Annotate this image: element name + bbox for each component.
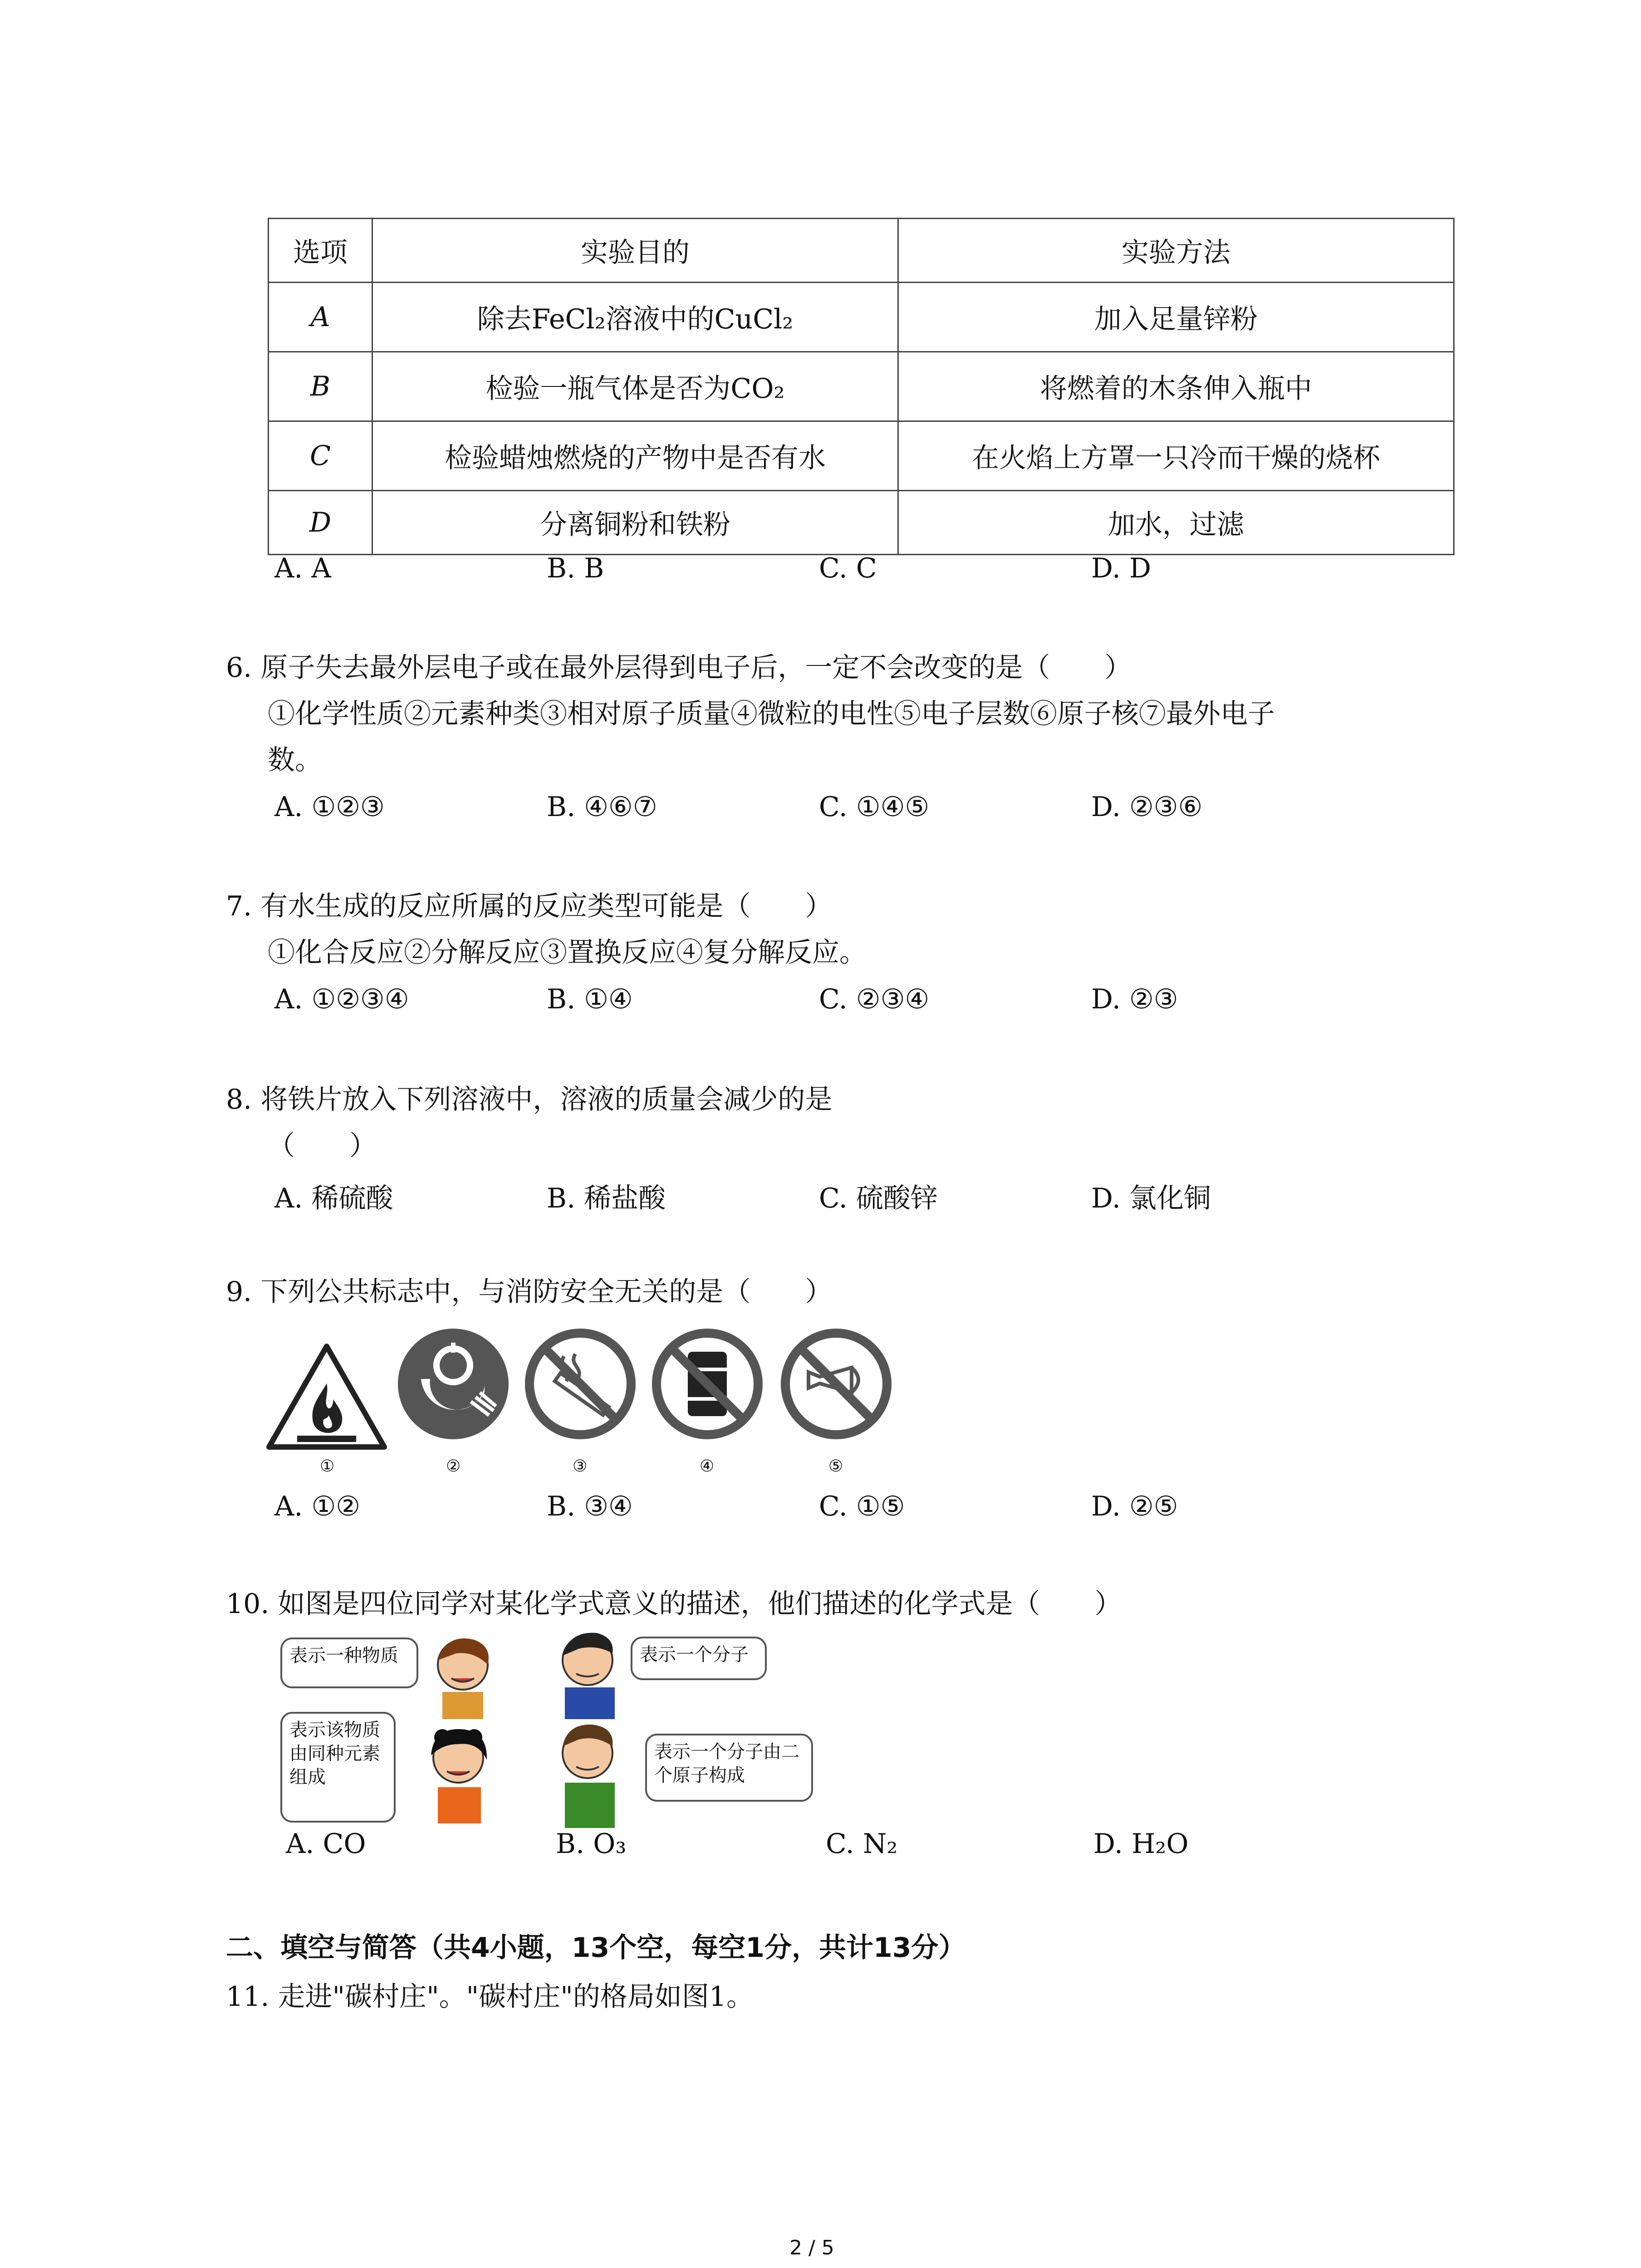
q8-option-c[interactable]: C. 硫酸锌: [819, 1183, 938, 1214]
speech-bubble-3: 表示该物质由同种元素组成: [280, 1712, 396, 1823]
table-row: [269, 421, 1454, 491]
no-horn-sign-icon: [777, 1325, 896, 1443]
q7-choices-list: ①化合反应②分解反应③置换反应④复分解反应。: [268, 937, 867, 968]
sign-number-1: ①: [320, 1457, 335, 1476]
q10-option-c[interactable]: C. N₂: [826, 1828, 898, 1860]
q9-option-a[interactable]: A. ①②: [274, 1491, 361, 1522]
table-cell-purpose: 检验蜡烛燃烧的产物中是否有水: [372, 421, 898, 491]
q8-option-b[interactable]: B. 稀盐酸: [547, 1183, 666, 1214]
q9-option-b[interactable]: B. ③④: [547, 1491, 633, 1522]
table-header-option: 选项: [269, 219, 372, 283]
circular-symbol-sign-icon: [394, 1325, 513, 1443]
table-cell-option: D: [269, 491, 372, 555]
q6-option-b[interactable]: B. ④⑥⑦: [547, 791, 657, 823]
q7-option-b[interactable]: B. ①④: [547, 983, 633, 1015]
no-fuel-barrel-sign-icon: [648, 1325, 767, 1443]
sign-number-2: ②: [446, 1457, 461, 1476]
sign-number-4: ④: [700, 1457, 715, 1476]
page-number: 2 / 5: [789, 2236, 834, 2259]
flammable-warning-sign-icon: [265, 1343, 388, 1452]
table-header-purpose: 实验目的: [372, 219, 898, 283]
q8-blank: （ ）: [268, 1130, 377, 1162]
q7-option-d[interactable]: D. ②③: [1091, 983, 1178, 1015]
student-4-illustration-icon: [542, 1715, 637, 1828]
sign-number-5: ⑤: [828, 1457, 843, 1476]
table-cell-purpose: 除去FeCl₂溶液中的CuCl₂: [372, 283, 898, 352]
q5-option-a[interactable]: A. A: [274, 552, 331, 584]
experiment-table: [268, 218, 1455, 555]
q9-stem: 9. 下列公共标志中，与消防安全无关的是（ ）: [226, 1276, 833, 1308]
q10-option-b[interactable]: B. O₃: [556, 1828, 627, 1860]
table-cell-option: A: [269, 283, 372, 352]
q6-option-d[interactable]: D. ②③⑥: [1091, 791, 1203, 823]
q6-stem: 6. 原子失去最外层电子或在最外层得到电子后，一定不会改变的是（ ）: [226, 652, 1132, 684]
table-cell-purpose: 检验一瓶气体是否为CO₂: [372, 352, 898, 421]
q8-option-a[interactable]: A. 稀硫酸: [274, 1183, 393, 1214]
q6-option-a[interactable]: A. ①②③: [274, 791, 385, 823]
q5-option-b[interactable]: B. B: [547, 552, 604, 584]
q8-stem: 8. 将铁片放入下列溶液中，溶液的质量会减少的是: [226, 1084, 833, 1115]
q10-option-a[interactable]: A. CO: [286, 1828, 366, 1860]
q8-option-d[interactable]: D. 氯化铜: [1091, 1183, 1211, 1214]
speech-bubble-1: 表示一种物质: [280, 1637, 418, 1688]
table-cell-option: C: [269, 421, 372, 491]
table-cell-method: 加水，过滤: [898, 491, 1454, 555]
q5-option-c[interactable]: C. C: [819, 552, 877, 584]
sign-number-3: ③: [573, 1457, 588, 1476]
table-cell-method: 将燃着的木条伸入瓶中: [898, 352, 1454, 421]
q6-choices-list: ①化学性质②元素种类③相对原子质量④微粒的电性⑤电子层数⑥原子核⑦最外电子: [268, 698, 1275, 730]
speech-bubble-2: 表示一个分子: [631, 1637, 767, 1680]
table-header-method: 实验方法: [898, 219, 1454, 283]
table-cell-purpose: 分离铜粉和铁粉: [372, 491, 898, 555]
q6-choices-list-cont: 数。: [268, 744, 322, 776]
q6-option-c[interactable]: C. ①④⑤: [819, 791, 930, 823]
table-cell-option: B: [269, 352, 372, 421]
q11-stem: 11. 走进"碳村庄"。"碳村庄"的格局如图1。: [226, 1981, 754, 2013]
student-3-illustration-icon: [415, 1719, 501, 1823]
student-2-illustration-icon: [547, 1624, 631, 1719]
table-row: [269, 283, 1454, 352]
q10-stem: 10. 如图是四位同学对某化学式意义的描述，他们描述的化学式是（ ）: [226, 1588, 1122, 1620]
no-smoking-sign-icon: [521, 1325, 640, 1443]
q9-option-d[interactable]: D. ②⑤: [1091, 1491, 1178, 1522]
q9-option-c[interactable]: C. ①⑤: [819, 1491, 905, 1522]
q7-option-c[interactable]: C. ②③④: [819, 983, 930, 1015]
table-row: [269, 352, 1454, 421]
section-2-heading: 二、填空与简答（共4小题，13个空，每空1分，共计13分）: [226, 1932, 966, 1964]
table-row: [269, 491, 1454, 555]
q7-stem: 7. 有水生成的反应所属的反应类型可能是（ ）: [226, 890, 833, 922]
q7-option-a[interactable]: A. ①②③④: [274, 983, 409, 1015]
q5-option-d[interactable]: D. D: [1091, 552, 1151, 584]
table-cell-method: 在火焰上方罩一只冷而干燥的烧杯: [898, 421, 1454, 491]
speech-bubble-4: 表示一个分子由二个原子构成: [645, 1734, 813, 1802]
q10-option-d[interactable]: D. H₂O: [1093, 1828, 1189, 1860]
student-1-illustration-icon: [420, 1628, 506, 1719]
table-cell-method: 加入足量锌粉: [898, 283, 1454, 352]
